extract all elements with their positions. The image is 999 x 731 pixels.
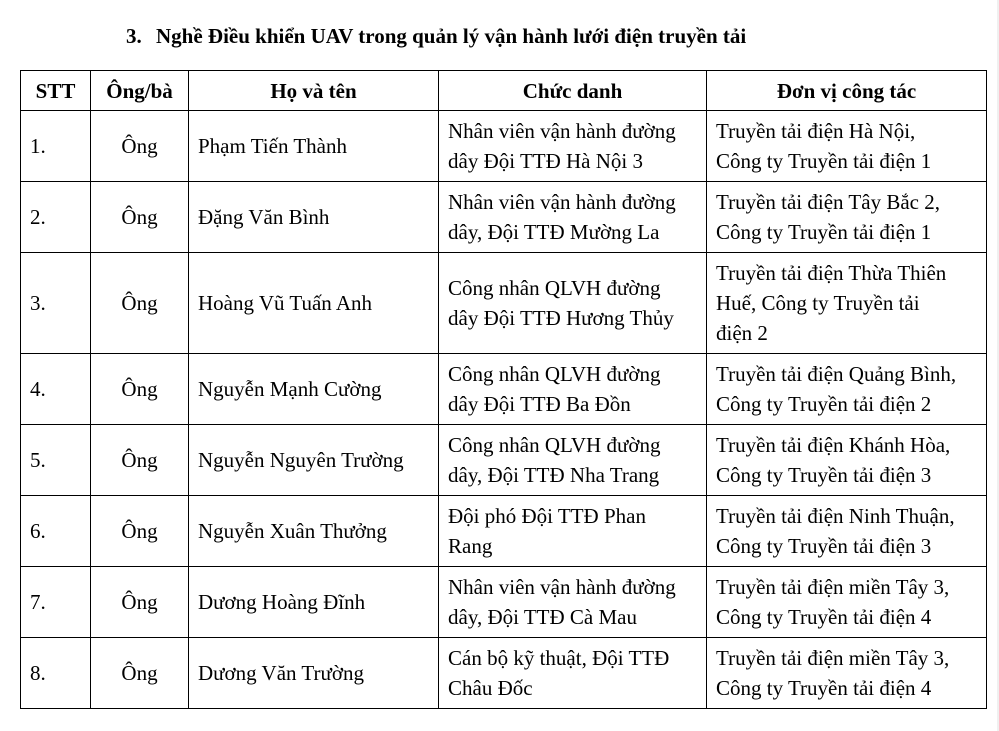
unit-line: Công ty Truyền tải điện 4 <box>716 676 932 700</box>
cell-unit <box>707 253 987 354</box>
cell-name: Dương Văn Trường <box>189 638 439 709</box>
cell-position <box>439 253 707 354</box>
cell-unit <box>707 496 987 567</box>
position-line: Công nhân QLVH đường <box>448 362 661 386</box>
unit-line: Truyền tải điện Quảng Bình, <box>716 362 957 386</box>
cell-position <box>439 182 707 253</box>
cell-title: Ông <box>91 354 189 425</box>
table-row <box>21 253 987 354</box>
unit-line: Truyền tải điện Khánh Hòa, <box>716 433 951 457</box>
position-line: Nhân viên vận hành đường <box>448 190 676 214</box>
unit-line: Công ty Truyền tải điện 3 <box>716 463 932 487</box>
position-line: dây, Đội TTĐ Cà Mau <box>448 605 637 629</box>
cell-unit <box>707 354 987 425</box>
cell-unit <box>707 638 987 709</box>
cell-stt: 3. <box>21 253 91 354</box>
cell-title: Ông <box>91 111 189 182</box>
cell-name: Hoàng Vũ Tuấn Anh <box>189 253 439 354</box>
cell-name: Nguyễn Mạnh Cường <box>189 354 439 425</box>
position-line: dây, Đội TTĐ Mường La <box>448 220 660 244</box>
cell-stt: 7. <box>21 567 91 638</box>
unit-line: Truyền tải điện Hà Nội, <box>716 119 916 143</box>
cell-name: Nguyễn Nguyên Trường <box>189 425 439 496</box>
table-row <box>21 182 987 253</box>
cell-name: Dương Hoàng Đĩnh <box>189 567 439 638</box>
unit-line: Công ty Truyền tải điện 2 <box>716 392 932 416</box>
position-line: Nhân viên vận hành đường <box>448 575 676 599</box>
cell-stt: 8. <box>21 638 91 709</box>
cell-position <box>439 425 707 496</box>
unit-line: Truyền tải điện Ninh Thuận, <box>716 504 955 528</box>
cell-title: Ông <box>91 182 189 253</box>
table-row <box>21 111 987 182</box>
cell-title: Ông <box>91 425 189 496</box>
position-line: Châu Đốc <box>448 676 533 700</box>
section-title: Nghề Điều khiển UAV trong quản lý vận hành lưới điện truyền tải <box>156 24 747 48</box>
cell-title: Ông <box>91 567 189 638</box>
cell-position <box>439 496 707 567</box>
table-row <box>21 496 987 567</box>
position-line: Rang <box>448 534 493 558</box>
cell-name: Nguyễn Xuân Thưởng <box>189 496 439 567</box>
cell-unit <box>707 182 987 253</box>
section-heading <box>126 24 746 49</box>
header-unit: Đơn vị công tác <box>707 71 987 111</box>
table-row <box>21 567 987 638</box>
table-header-row <box>21 71 987 111</box>
cell-stt: 2. <box>21 182 91 253</box>
position-line: Công nhân QLVH đường <box>448 276 661 300</box>
cell-position <box>439 111 707 182</box>
cell-unit <box>707 425 987 496</box>
unit-line: Công ty Truyền tải điện 1 <box>716 149 932 173</box>
unit-line: Truyền tải điện miền Tây 3, <box>716 646 950 670</box>
position-line: Nhân viên vận hành đường <box>448 119 676 143</box>
header-stt: STT <box>21 71 91 111</box>
cell-unit <box>707 567 987 638</box>
unit-line: Huế, Công ty Truyền tải <box>716 291 920 315</box>
personnel-table <box>20 70 987 709</box>
table-row <box>21 425 987 496</box>
cell-stt: 4. <box>21 354 91 425</box>
cell-position <box>439 354 707 425</box>
cell-stt: 1. <box>21 111 91 182</box>
cell-stt: 6. <box>21 496 91 567</box>
unit-line: Công ty Truyền tải điện 3 <box>716 534 932 558</box>
unit-line: Truyền tải điện Tây Bắc 2, <box>716 190 940 214</box>
cell-position <box>439 567 707 638</box>
position-line: Đội phó Đội TTĐ Phan <box>448 504 646 528</box>
position-line: dây Đội TTĐ Hương Thủy <box>448 306 674 330</box>
position-line: dây Đội TTĐ Hà Nội 3 <box>448 149 643 173</box>
cell-name: Phạm Tiến Thành <box>189 111 439 182</box>
cell-position <box>439 638 707 709</box>
cell-unit <box>707 111 987 182</box>
unit-line: Truyền tải điện miền Tây 3, <box>716 575 950 599</box>
header-name: Họ và tên <box>189 71 439 111</box>
cell-title: Ông <box>91 496 189 567</box>
position-line: Công nhân QLVH đường <box>448 433 661 457</box>
table-row <box>21 638 987 709</box>
cell-title: Ông <box>91 253 189 354</box>
table-row <box>21 354 987 425</box>
section-number: 3. <box>126 24 142 48</box>
position-line: dây, Đội TTĐ Nha Trang <box>448 463 660 487</box>
unit-line: Công ty Truyền tải điện 1 <box>716 220 932 244</box>
unit-line: Công ty Truyền tải điện 4 <box>716 605 932 629</box>
header-position: Chức danh <box>439 71 707 111</box>
cell-title: Ông <box>91 638 189 709</box>
position-line: Cán bộ kỹ thuật, Đội TTĐ <box>448 646 670 670</box>
cell-name: Đặng Văn Bình <box>189 182 439 253</box>
header-title: Ông/bà <box>91 71 189 111</box>
cell-stt: 5. <box>21 425 91 496</box>
position-line: dây Đội TTĐ Ba Đồn <box>448 392 631 416</box>
unit-line: Truyền tải điện Thừa Thiên <box>716 261 947 285</box>
unit-line: điện 2 <box>716 321 768 345</box>
